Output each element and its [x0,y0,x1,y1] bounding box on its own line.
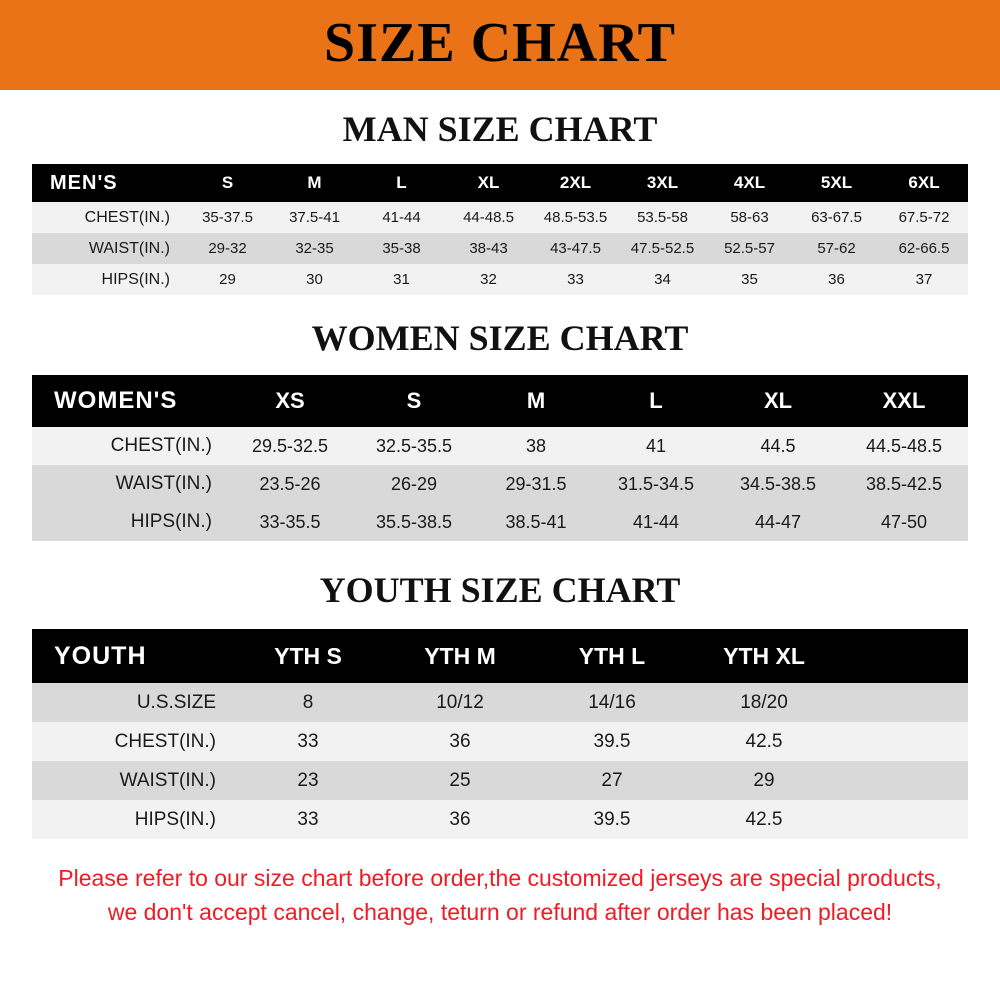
women-cell: 44.5-48.5 [840,427,968,465]
footer-note-line-1: Please refer to our size chart before order,the customized jerseys are special products, [58,865,942,891]
man-cell: 37.5-41 [271,202,358,233]
youth-cell: 27 [536,761,688,800]
table-row [32,761,968,800]
youth-row-label: U.S.SIZE [32,683,232,722]
man-cell: 38-43 [445,233,532,264]
man-cell: 67.5-72 [880,202,968,233]
man-header-cell: M [271,164,358,202]
women-header-cell: S [352,375,476,427]
youth-cell: 42.5 [688,722,840,761]
youth-header-cell: YTH L [536,629,688,683]
youth-cell: 33 [232,722,384,761]
youth-section-title: YOUTH SIZE CHART [319,570,681,610]
youth-header-cell: YOUTH [32,629,232,683]
youth-cell: 39.5 [536,800,688,839]
man-size-table [32,164,968,295]
youth-header-cell: YTH M [384,629,536,683]
man-cell: 32 [445,264,532,295]
table-row [32,683,968,722]
man-cell: 58-63 [706,202,793,233]
table-row [32,233,968,264]
women-cell: 26-29 [352,465,476,503]
women-row-label: WAIST(IN.) [32,465,228,503]
man-cell: 36 [793,264,880,295]
women-section-title: WOMEN SIZE CHART [311,318,689,358]
women-cell: 44-47 [716,503,840,541]
man-cell: 30 [271,264,358,295]
youth-cell: 18/20 [688,683,840,722]
youth-cell: 14/16 [536,683,688,722]
man-cell: 29-32 [184,233,271,264]
youth-cell-spacer [840,683,968,722]
youth-size-table [32,629,968,839]
man-cell: 34 [619,264,706,295]
man-cell: 62-66.5 [880,233,968,264]
man-cell: 43-47.5 [532,233,619,264]
man-cell: 63-67.5 [793,202,880,233]
youth-row-label: CHEST(IN.) [32,722,232,761]
youth-cell-spacer [840,761,968,800]
youth-cell: 8 [232,683,384,722]
man-header-cell: 5XL [793,164,880,202]
women-row-label: CHEST(IN.) [32,427,228,465]
man-header-cell: 6XL [880,164,968,202]
youth-cell-spacer [840,722,968,761]
footer-note-line-2: we don't accept cancel, change, teturn or refund after order has been placed! [107,899,893,925]
man-cell: 29 [184,264,271,295]
women-cell: 29.5-32.5 [228,427,352,465]
youth-cell: 39.5 [536,722,688,761]
women-cell: 47-50 [840,503,968,541]
youth-cell: 25 [384,761,536,800]
man-header-cell: 2XL [532,164,619,202]
youth-cell: 42.5 [688,800,840,839]
women-header-cell: XL [716,375,840,427]
women-header-cell: XXL [840,375,968,427]
man-section-title: MAN SIZE CHART [342,109,658,149]
man-cell: 33 [532,264,619,295]
women-header-cell: L [596,375,716,427]
man-header-cell: 4XL [706,164,793,202]
man-cell: 57-62 [793,233,880,264]
women-cell: 31.5-34.5 [596,465,716,503]
man-header-cell: MEN'S [32,164,184,202]
table-row [32,465,968,503]
table-row [32,264,968,295]
man-header-cell: S [184,164,271,202]
women-cell: 41 [596,427,716,465]
man-row-label: HIPS(IN.) [32,264,184,295]
man-cell: 31 [358,264,445,295]
women-cell: 32.5-35.5 [352,427,476,465]
women-cell: 29-31.5 [476,465,596,503]
women-row-label: HIPS(IN.) [32,503,228,541]
women-table-header-row [32,375,968,427]
man-cell: 35 [706,264,793,295]
youth-cell: 33 [232,800,384,839]
women-header-cell: WOMEN'S [32,375,228,427]
youth-header-spacer [840,629,968,683]
women-size-table [32,375,968,541]
man-cell: 32-35 [271,233,358,264]
youth-header-cell: YTH S [232,629,384,683]
youth-cell: 29 [688,761,840,800]
women-cell: 44.5 [716,427,840,465]
man-cell: 37 [880,264,968,295]
man-cell: 35-38 [358,233,445,264]
table-row [32,427,968,465]
youth-table-header-row [32,629,968,683]
women-cell: 34.5-38.5 [716,465,840,503]
women-cell: 35.5-38.5 [352,503,476,541]
man-header-cell: XL [445,164,532,202]
women-cell: 33-35.5 [228,503,352,541]
man-header-cell: L [358,164,445,202]
header-banner [0,0,1000,90]
table-row [32,503,968,541]
youth-cell: 36 [384,800,536,839]
women-header-cell: M [476,375,596,427]
youth-cell: 10/12 [384,683,536,722]
man-cell: 41-44 [358,202,445,233]
table-row [32,800,968,839]
table-row [32,202,968,233]
youth-row-label: HIPS(IN.) [32,800,232,839]
man-cell: 53.5-58 [619,202,706,233]
women-cell: 23.5-26 [228,465,352,503]
youth-header-cell: YTH XL [688,629,840,683]
women-cell: 38.5-42.5 [840,465,968,503]
youth-cell: 23 [232,761,384,800]
youth-cell-spacer [840,800,968,839]
women-cell: 41-44 [596,503,716,541]
man-table-header-row [32,164,968,202]
table-row [32,722,968,761]
man-cell: 52.5-57 [706,233,793,264]
women-cell: 38 [476,427,596,465]
man-row-label: WAIST(IN.) [32,233,184,264]
man-row-label: CHEST(IN.) [32,202,184,233]
footer-note [0,861,1000,929]
man-header-cell: 3XL [619,164,706,202]
man-cell: 44-48.5 [445,202,532,233]
man-cell: 47.5-52.5 [619,233,706,264]
youth-row-label: WAIST(IN.) [32,761,232,800]
youth-cell: 36 [384,722,536,761]
page-title: SIZE CHART [324,12,676,74]
women-cell: 38.5-41 [476,503,596,541]
man-cell: 35-37.5 [184,202,271,233]
man-cell: 48.5-53.5 [532,202,619,233]
women-header-cell: XS [228,375,352,427]
